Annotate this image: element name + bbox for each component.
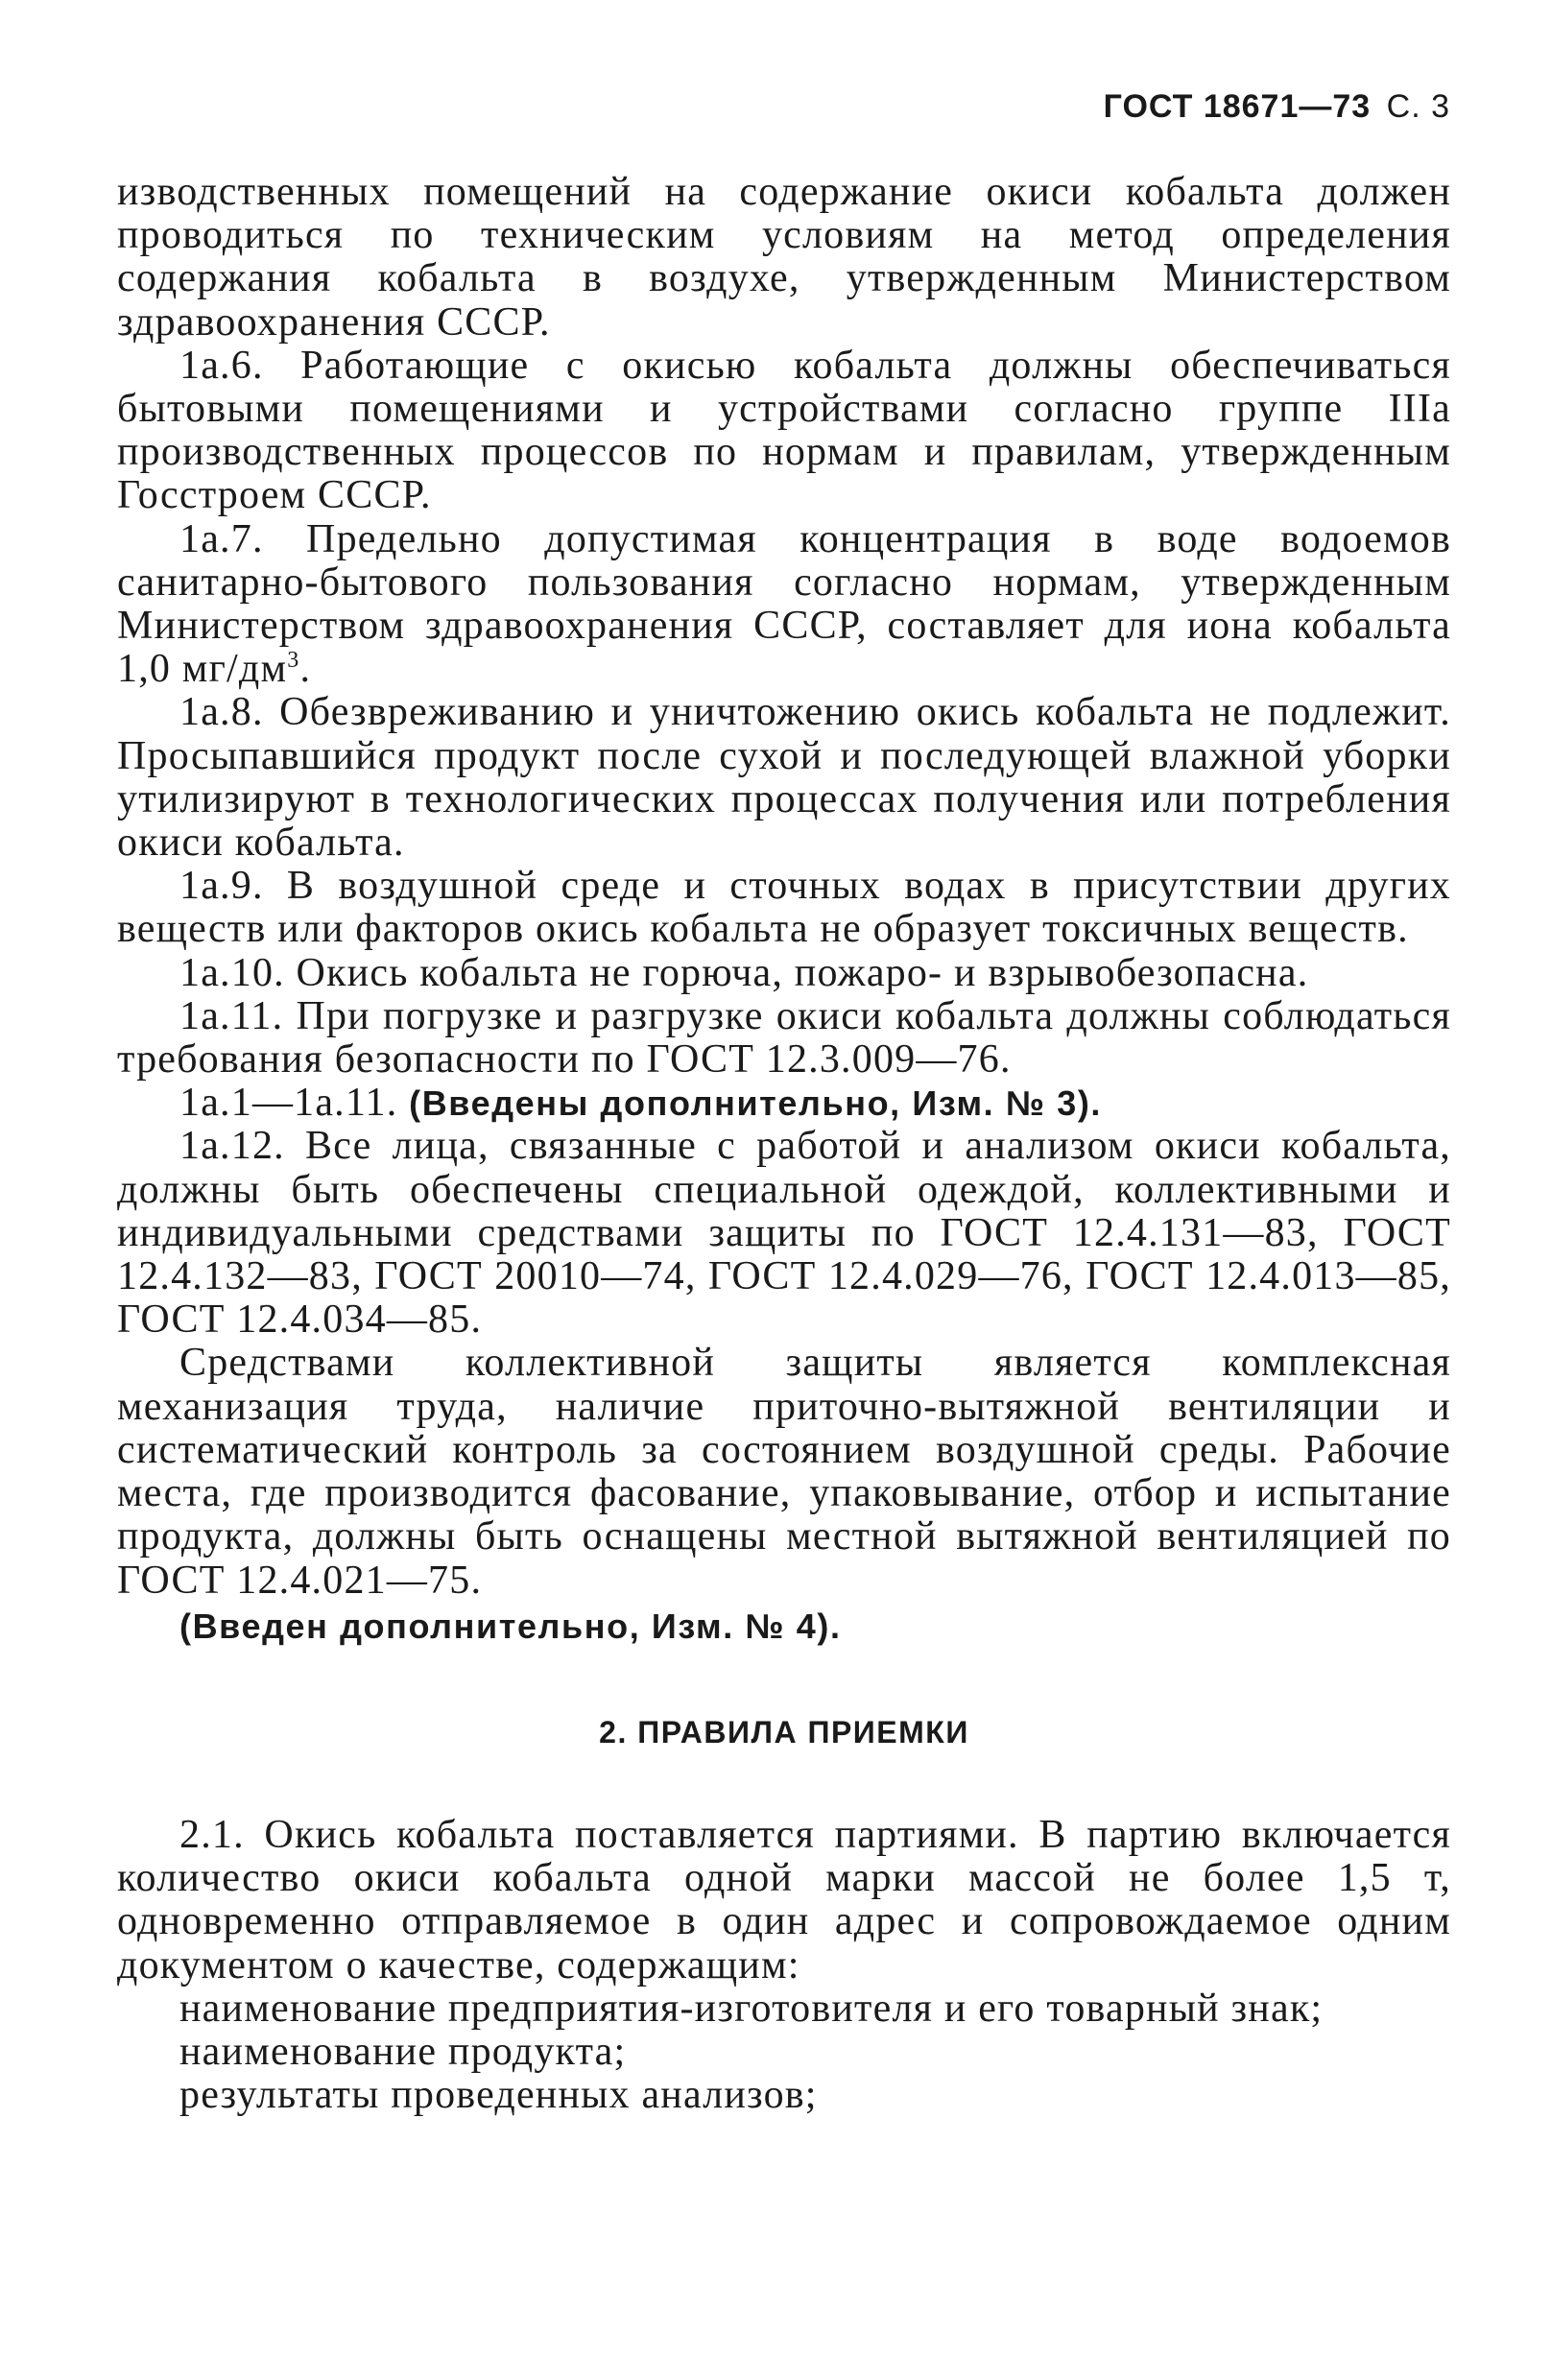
paragraph-1a-12: 1а.12. Все лица, связанные с работой и анализом окиси кобальта, должны быть обеспечены специальной одеждой, коллективными и индивидуальными средствами защиты по ГОСТ 12.4.131—83, ГОСТ 12.4.132—83, ГОСТ 20010—74, ГОСТ 12.4.029—76, ГОСТ 12.4.013—85, ГОСТ 12.4.034—85.	[117, 1124, 1451, 1343]
paragraph-1a-7	[117, 518, 1451, 692]
list-item: наименование предприятия-изготовителя и его товарный знак;	[179, 1986, 1324, 2031]
superscript-3: 3	[287, 648, 300, 674]
amendment-note-3-text: (Введены дополнительно, Изм. № 3).	[409, 1083, 1103, 1124]
paragraph-1a-7-end: .	[299, 647, 312, 692]
section-heading: 2. ПРАВИЛА ПРИЕМКИ	[599, 1714, 969, 1749]
page-number: С. 3	[1386, 88, 1450, 125]
paragraph-1a-6: 1а.6. Работающие с окисью кобальта должны обеспечиваться бытовыми помещениями и устройствами согласно группе IIIа производственных процессов по нормам и правилам, утвержденным Госстроем СССР.	[117, 343, 1451, 518]
paragraph-continuation: изводственных помещений на содержание окиси кобальта должен проводиться по техническим условиям на метод определения содержания кобальта в воздухе, утвержденным Министерством здравоохранения СССР.	[117, 170, 1451, 345]
paragraph-collective-protection: Средствами коллективной защиты является комплексная механизация труда, наличие приточно-вытяжной вентиляции и систематический контроль за состоянием воздушной среды. Рабочие места, где производится фасование, упаковывание, отбор и испытание продукта, должны быть оснащены местной вытяжной вентиляцией по ГОСТ 12.4.021—75.	[117, 1341, 1451, 1603]
paragraph-2-1: 2.1. Окись кобальта поставляется партиями. В партию включается количество окиси кобальта одной марки массой не более 1,5 т, одновременно отправляемое в один адрес и сопровождаемое одним документом о качестве, содержащим:	[117, 1812, 1451, 1987]
list-item: результаты проведенных анализов;	[179, 2073, 818, 2118]
list-item: наименование продукта;	[179, 2029, 627, 2074]
running-header	[1104, 88, 1450, 126]
amendment-note-3	[117, 1082, 1451, 1125]
paragraph-1a-11: 1а.11. При погрузке и разгрузке окиси кобальта должны соблюдаться требования безопасности по ГОСТ 12.3.009—76.	[117, 993, 1451, 1083]
amendment-note-3-ref: 1а.1—1а.11.	[179, 1081, 410, 1126]
standard-number: ГОСТ 18671—73	[1103, 88, 1372, 125]
paragraph-1a-7-text: 1а.7. Предельно допустимая концентрация в воде водоемов санитарно-бытового пользования согласно нормам, утвержденным Министерством здравоохранения СССР, составляет для иона кобальта 1,0 мг/дм	[117, 516, 1451, 692]
amendment-note-4: (Введен дополнительно, Изм. № 4).	[179, 1606, 842, 1646]
document-body	[117, 171, 1451, 2117]
paragraph-1a-9: 1а.9. В воздушной среде и сточных водах в присутствии других веществ или факторов окись кобальта не образует токсичных веществ.	[117, 864, 1451, 952]
paragraph-1a-10: 1а.10. Окись кобальта не горюча, пожаро- и взрывобезопасна.	[179, 950, 1309, 995]
paragraph-1a-8: 1а.8. Обезвреживанию и уничтожению окись кобальта не подлежит. Просыпавшийся продукт после сухой и последующей влажной уборки утилизируют в технологических процессах получения или потребления окиси кобальта.	[117, 690, 1451, 866]
